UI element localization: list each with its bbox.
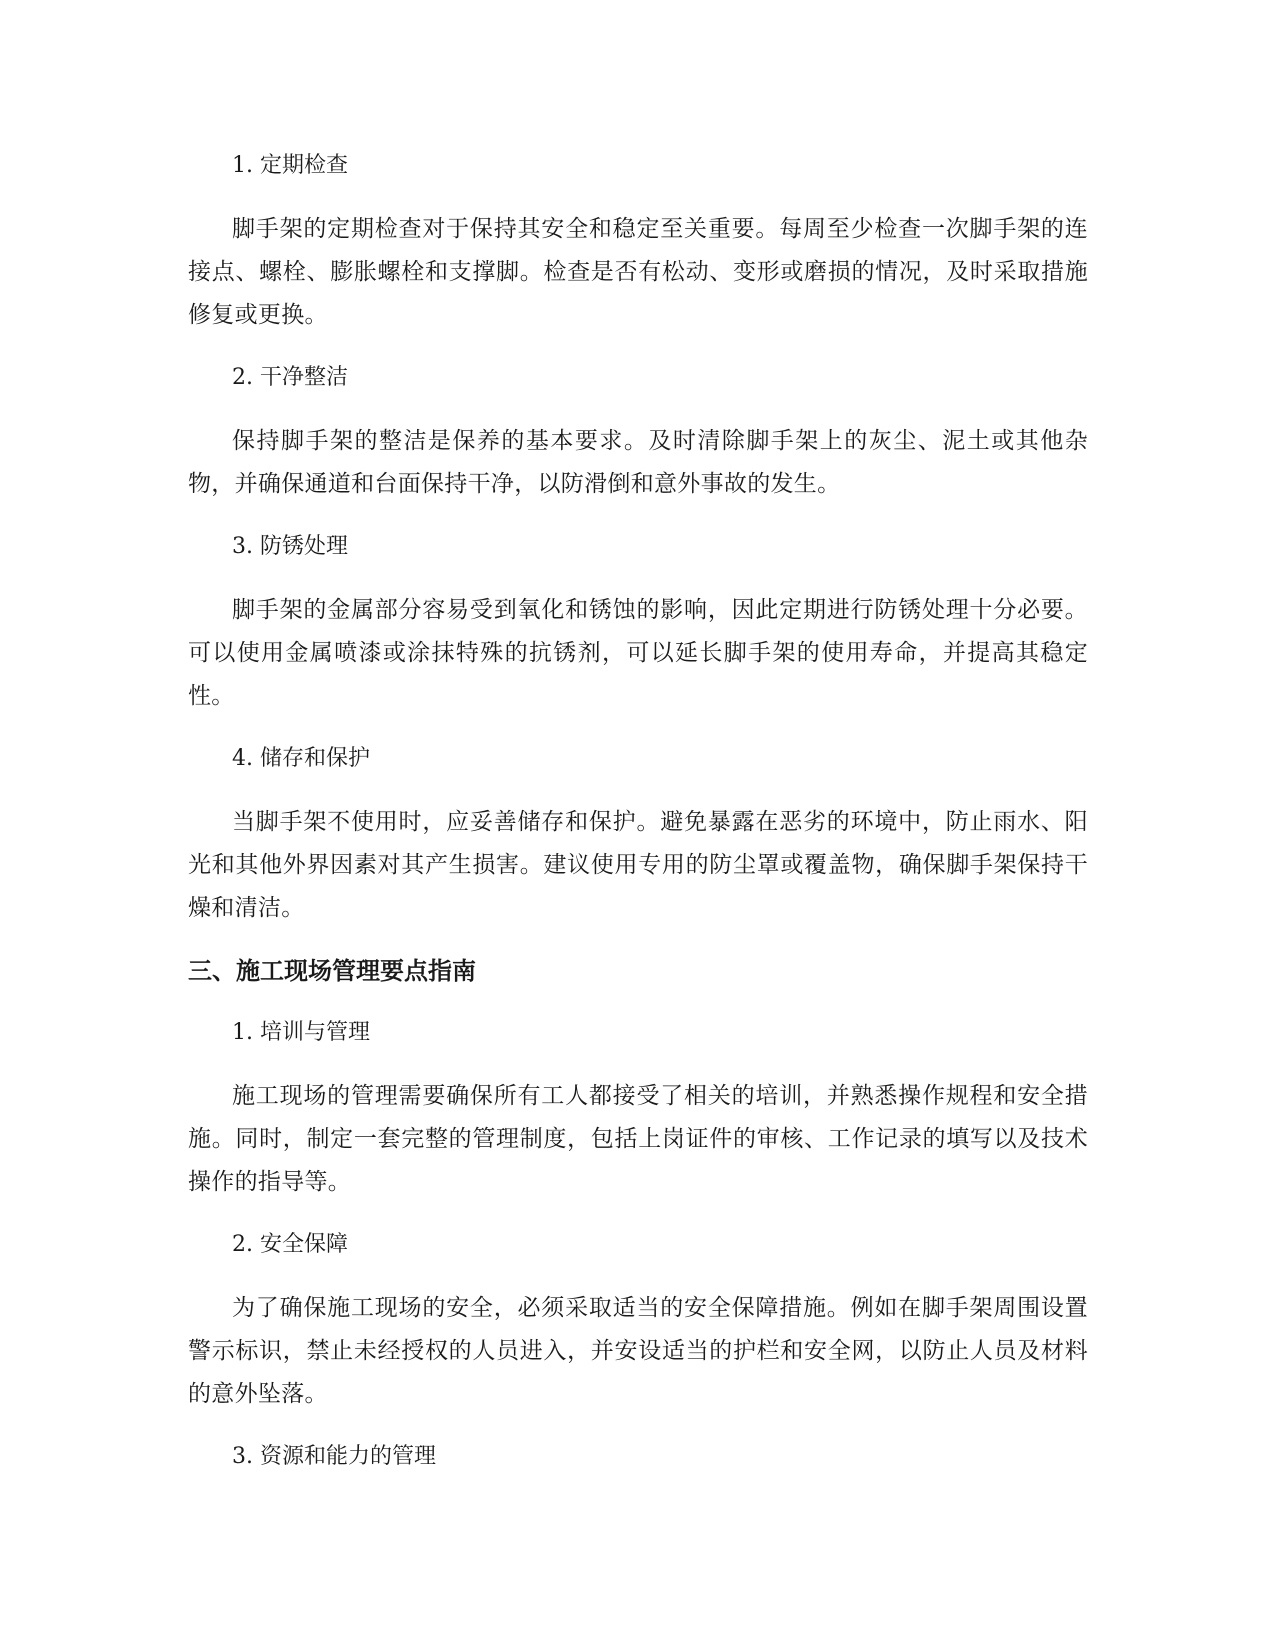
paragraph: 脚手架的定期检查对于保持其安全和稳定至关重要。每周至少检查一次脚手架的连接点、螺栓、膨胀螺栓和支撑脚。检查是否有松动、变形或磨损的情况，及时采取措施修复或更换。	[188, 216, 1088, 328]
section-title: 三、施工现场管理要点指南	[188, 957, 476, 985]
page-content	[188, 146, 1088, 1499]
item-heading: 3. 防锈处理	[232, 534, 348, 559]
item-heading: 3. 资源和能力的管理	[232, 1444, 436, 1469]
paragraph: 施工现场的管理需要确保所有工人都接受了相关的培训，并熟悉操作规程和安全措施。同时，制定一套完整的管理制度，包括上岗证件的审核、工作记录的填写以及技术操作的指导等。	[188, 1083, 1088, 1195]
item-heading: 1. 培训与管理	[232, 1020, 370, 1045]
paragraph: 保持脚手架的整洁是保养的基本要求。及时清除脚手架上的灰尘、泥土或其他杂物，并确保通道和台面保持干净，以防滑倒和意外事故的发生。	[188, 428, 1088, 497]
paragraph: 当脚手架不使用时，应妥善储存和保护。避免暴露在恶劣的环境中，防止雨水、阳光和其他外界因素对其产生损害。建议使用专用的防尘罩或覆盖物，确保脚手架保持干燥和清洁。	[188, 809, 1088, 921]
item-heading: 2. 干净整洁	[232, 365, 348, 390]
item-heading: 2. 安全保障	[232, 1232, 348, 1257]
item-heading: 1. 定期检查	[232, 153, 348, 178]
item-heading: 4. 储存和保护	[232, 746, 370, 771]
paragraph: 为了确保施工现场的安全，必须采取适当的安全保障措施。例如在脚手架周围设置警示标识，禁止未经授权的人员进入，并安设适当的护栏和安全网，以防止人员及材料的意外坠落。	[188, 1295, 1088, 1407]
paragraph: 脚手架的金属部分容易受到氧化和锈蚀的影响，因此定期进行防锈处理十分必要。可以使用金属喷漆或涂抹特殊的抗锈剂，可以延长脚手架的使用寿命，并提高其稳定性。	[188, 597, 1088, 709]
